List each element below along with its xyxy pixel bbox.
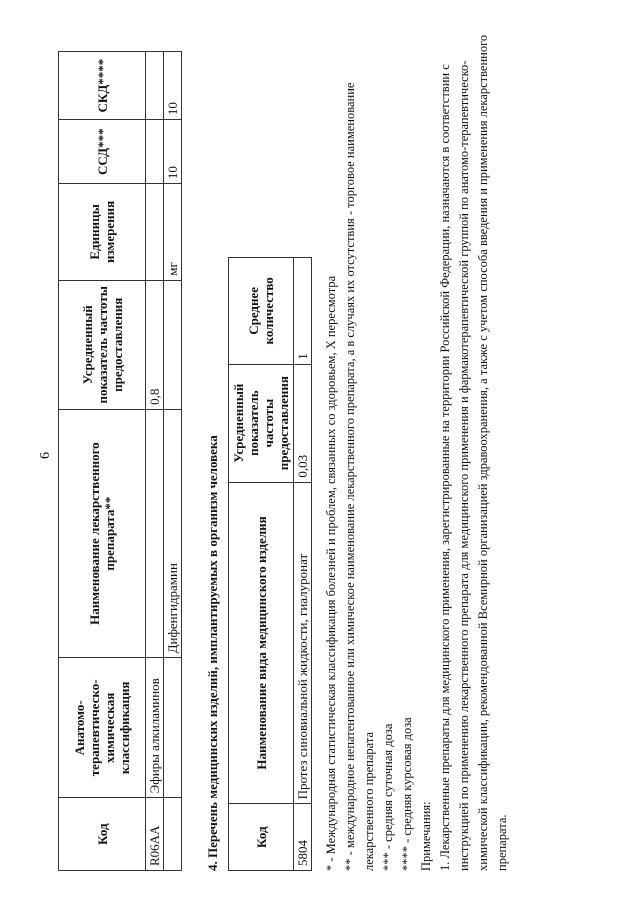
cell: Протез синовиальной жидкости, гиалуронат (294, 482, 312, 804)
cell: Дифенгидрамин (164, 409, 182, 657)
header-quantity: Среднее количество (229, 258, 294, 365)
cell: 0,03 (294, 364, 312, 482)
footnote: *** - средняя суточная доза (381, 723, 395, 871)
cell: мг (164, 184, 182, 281)
drug-table (58, 51, 182, 871)
cell (146, 409, 164, 657)
cell: Эфиры алкиламинов (146, 658, 164, 798)
page-number: 6 (38, 452, 53, 459)
table-header-row (59, 52, 146, 871)
cell: 5804 (294, 804, 312, 871)
header-skd: СКД**** (59, 52, 146, 120)
notes-block (322, 31, 512, 871)
cell (164, 798, 182, 871)
cell: R06AA (146, 798, 164, 871)
footnote: **** - средняя курсовая доза (400, 717, 414, 871)
cell: 1 (294, 258, 312, 365)
table-row (146, 52, 164, 871)
header-frequency: Усредненный показатель частоты предоставления (229, 364, 294, 482)
footnote: ** - международное непатентованное или химическое наименование лекарственного препарата, а в случаях их отсутствия - торговое наименование лекарственного препарата (343, 82, 376, 871)
note: 1. Лекарственные препараты для медицинского применения, зарегистрированные на территории Российской Федерации, назначаются в соответствии с инструкцией по применению лекарственного препарата для медицинского применения и фармакотерапевтической группой по анатомо-терапевтическо-химической классификации, рекомендованной Всемирной организацией здравоохранения, а также с учетом способа введения и применения лекарственного препарата. (438, 34, 509, 871)
cell (146, 184, 164, 281)
notes-heading: Примечания: (419, 801, 433, 871)
cell: 0,8 (146, 280, 164, 409)
cell (164, 658, 182, 798)
cell (146, 120, 164, 184)
device-table (228, 257, 312, 871)
footnote: * - Международная статистическая классификация болезней и проблем, связанных со здоровьем, X пересмотра (324, 275, 338, 871)
cell: 10 (164, 120, 182, 184)
table-row (294, 258, 312, 871)
cell (146, 52, 164, 120)
table-header-row (229, 258, 294, 871)
table-row (164, 52, 182, 871)
header-units: Единицы измерения (59, 184, 146, 281)
cell (164, 280, 182, 409)
header-code: Код (229, 804, 294, 871)
cell: 10 (164, 52, 182, 120)
header-device-name: Наименование вида медицинского изделия (229, 482, 294, 804)
header-drug-name: Наименование лекарственного препарата** (59, 409, 146, 657)
header-code: Код (59, 798, 146, 871)
section-title: 4. Перечень медицинских изделий, имплантируемых в организм человека (205, 435, 220, 871)
header-frequency: Усредненный показатель частоты предоставления (59, 280, 146, 409)
header-ssd: ССД*** (59, 120, 146, 184)
header-atc: Анатомо-терапевтическо-химическая классификация (59, 658, 146, 798)
